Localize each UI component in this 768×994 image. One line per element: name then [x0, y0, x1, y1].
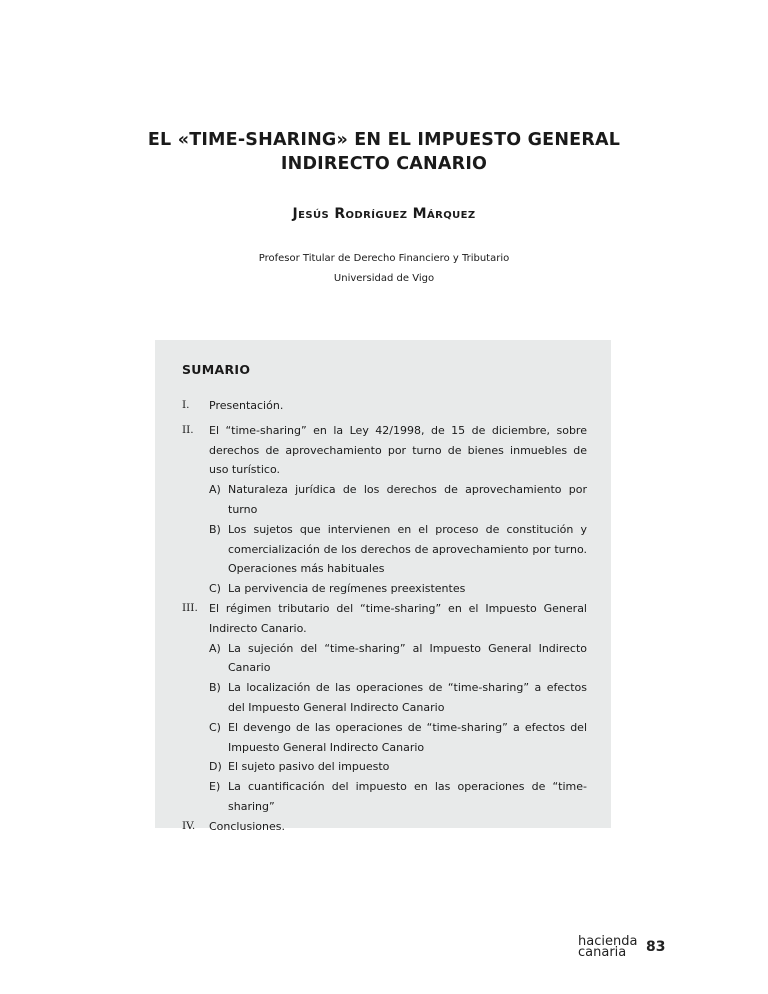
toc-item-4	[182, 817, 587, 837]
toc-subitem-letter: A)	[209, 483, 221, 497]
toc-subitem	[182, 579, 587, 599]
summary-heading: SUMARIO	[182, 362, 251, 377]
affiliation-position: Profesor Titular de Derecho Financiero y Tributario	[258, 253, 510, 264]
page-number: 83	[646, 939, 666, 955]
toc-item-number: II.	[182, 423, 194, 436]
toc-item-3	[182, 599, 587, 639]
toc-subitem-letter: C)	[209, 582, 221, 596]
toc-subitem-text: Los sujetos que intervienen en el proceso de constitución y comercialización de los derechos de aprovechamiento por turno. Operaciones más habituales	[228, 522, 587, 576]
journal-logo	[578, 936, 637, 958]
table-of-contents	[182, 396, 587, 837]
summary-box	[155, 340, 611, 833]
toc-item-2	[182, 421, 587, 480]
author-name: Jesús Rodríguez Márquez	[292, 206, 476, 222]
toc-subitem-text: La localización de las operaciones de “time-sharing” a efectos del Impuesto General Indirecto Canario	[228, 681, 587, 714]
article-title-line-1: EL «TIME-SHARING» EN EL IMPUESTO GENERAL	[147, 130, 621, 150]
toc-item-text: Conclusiones.	[209, 819, 285, 833]
toc-item-number: I.	[182, 399, 190, 411]
toc-subitem	[182, 777, 587, 817]
toc-subitem	[182, 639, 587, 679]
toc-item-number: III.	[182, 601, 198, 614]
toc-item-text: Presentación.	[209, 399, 284, 412]
article-title	[0, 128, 768, 176]
toc-subitem-letter: B)	[209, 681, 221, 695]
toc-subitem-text: El sujeto pasivo del impuesto	[228, 760, 390, 774]
toc-subitem-text: La pervivencia de regímenes preexistentes	[228, 582, 466, 596]
toc-subitem-text: La cuantificación del impuesto en las operaciones de “time-sharing”	[228, 780, 587, 813]
toc-item-number: IV.	[182, 819, 196, 832]
toc-subitem	[182, 678, 587, 718]
journal-logo-line-1: hacienda	[578, 934, 638, 949]
toc-subitem-text: Naturaleza jurídica de los derechos de aprovechamiento por turno	[228, 483, 587, 516]
affiliation-institution: Universidad de Vigo	[333, 273, 435, 284]
toc-subitem	[182, 520, 587, 579]
toc-item-1	[182, 396, 587, 416]
toc-item-text: El “time-sharing” en la Ley 42/1998, de 15 de diciembre, sobre derechos de aprovechamiento por turno de bienes inmuebles de uso turístico.	[209, 423, 587, 477]
toc-subitem-letter: B)	[209, 522, 221, 536]
toc-subitem	[182, 757, 587, 777]
toc-subitem	[182, 718, 587, 758]
toc-subitem-text: El devengo de las operaciones de “time-sharing” a efectos del Impuesto General Indirecto Canario	[228, 720, 587, 754]
toc-subitem-letter: C)	[209, 720, 221, 734]
toc-subitem	[182, 480, 587, 520]
toc-subitem-text: La sujeción del “time-sharing” al Impuesto General Indirecto Canario	[228, 641, 587, 675]
author-affiliation	[0, 249, 768, 289]
article-title-line-2: INDIRECTO CANARIO	[280, 154, 488, 174]
toc-item-text: El régimen tributario del “time-sharing” en el Impuesto General Indirecto Canario.	[209, 601, 587, 635]
toc-subitem-letter: D)	[209, 760, 222, 774]
journal-logo-line-2: canaria	[578, 945, 627, 960]
toc-subitem-letter: E)	[209, 780, 221, 794]
toc-subitem-letter: A)	[209, 641, 221, 655]
